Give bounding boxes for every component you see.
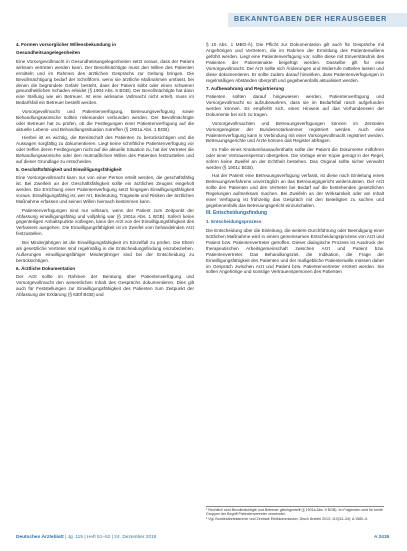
- paragraph: Im Falle eines Krankenhausaufenthalts sollte der Patient die Dokumente mitführen oder einer Vertrauensperson übergeben. Die Vorlage einer Kopie genügt in der Regel, sofern keine Zweifel an der Echtheit bestehen. Das Original sollte sicher verwahrt werden (§ 1901c BGB).: [206, 146, 384, 170]
- journal-name: Deutsches Ärzteblatt: [16, 535, 64, 540]
- paragraph: Eine Vorsorgevollmacht kann nur von einer Person erteilt werden, die geschäftsfähig ist. Bei Zweifeln an der Geschäftsfähigkeit sollte ein ärztliches Zeugnis eingeholt werden. Die Errichtung einer Patientenverfügung setzt hingegen Einwilligungsfähigkeit voraus. Einwilligungsfähig ist, wer Art, Bedeutung, Tragweite und Risiken der ärztlichen Maßnahme erfassen und seinen Willen hiernach bestimmen kann.: [16, 175, 194, 205]
- paragraph: § 10 Abs. 1 MBO-Ä). Die Pflicht zur Dokumentation gilt auch für Gespräche mit Angehörigen und Vertretern, die im Rahmen der Ermittlung des Patientenwillens geführt werden. Liegt eine Patientenverfügung vor, sollte diese mit Einverständnis des Patienten der Patientenakte beigefügt werden. Dasselbe gilt für eine Vorsorgevollmacht. Der Arzt sollte sich Änderungen und Widerrufe mitteilen lassen und diese dokumentieren. Er sollte zudem darauf hinwirken, dass Patientenverfügungen in regelmäßigen Abständen überprüft und gegebenenfalls aktualisiert werden.: [206, 42, 384, 83]
- heading-part-3: III. Entscheidungsfindung: [206, 210, 268, 217]
- heading-section-6: 6. Ärztliche Dokumentation: [16, 265, 76, 271]
- footnotes: [206, 506, 384, 521]
- paragraph: Patienten sollten darauf hingewiesen werden, Patientenverfügung und Vorsorgevollmacht so aufzubewahren, dass sie im Bedarfsfall rasch aufgefunden werden können. Es empfiehlt sich, einen Hinweis auf das Vorhandensein der Dokumente bei sich zu tragen.: [206, 94, 384, 118]
- paragraph: Vorsorgevollmacht und Patientenverfügung, Betreuungsverfügung sowie Behandlungswünsche sollten miteinander verbunden werden. Der Bevollmächtigte oder Betreuer hat zu prüfen, ob die Festlegungen einer Patientenverfügung auf die aktuelle Lebens- und Behandlungssituation zutreffen (§ 1901a Abs. 1 BGB).: [16, 108, 194, 132]
- heading-section-5: 5. Geschäftsfähigkeit und Einwilligungsfähigkeit: [16, 167, 122, 173]
- footnote: ² Vgl. Bundesärztekammer und Zentrale Ethikkommission, Dtsch Ärztebl 2013; 110(33–34): A 1580–5.: [206, 516, 369, 521]
- paragraph: Der Arzt sollte im Rahmen der Beratung über Patientenverfügung und Vorsorgevollmacht den wesentlichen Inhalt des Gesprächs dokumentieren. Dies gilt auch für Feststellungen zur Einwilligungsfähigkeit des Patienten zum Zeitpunkt der Abfassung der Erklärung (§ 630f BGB) und: [16, 274, 194, 298]
- heading-subsection-1: 1. Entscheidungsprozess: [206, 219, 262, 225]
- section-header-title: BEKANNTGABEN DER HERAUSGEBER: [234, 14, 387, 23]
- paragraph: Patientenverfügungen sind nur wirksam, wenn der Patient zum Zeitpunkt der Abfassung einwilligungsfähig und volljährig war (§ 1901a Abs. 1 BGB). Sofern keine gegenteiligen Anhaltspunkte vorliegen, kann der Arzt von der Einwilligungsfähigkeit des Verfassers ausgehen. Die Einwilligungsfähigkeit ist im Zweifel vom behandelnden Arzt festzustellen.: [16, 207, 194, 237]
- paragraph: Die Entscheidung über die Einleitung, die weitere Durchführung oder Beendigung einer ärztlichen Maßnahme wird in einem gemeinsamen Entscheidungsprozess von Arzt und Patient bzw. Patientenvertreter getroffen. Dieser dialogische Prozess ist Ausdruck der therapeutischen Arbeitsgemeinschaft zwischen Arzt und Patient bzw. Patientenvertreter. Das Behandlungsziel, die Indikation, die Frage der Einwilligungsfähigkeit des Patienten und der maßgebliche Patientenwille müssen daher im Gespräch zwischen Arzt und Patient bzw. Patientenvertreter erörtert werden. Sie sollen Angehörige und sonstige Vertrauenspersonen des Patienten: [206, 227, 384, 275]
- footnote: ¹ Rechtlich sind Bevollmächtigte und Betreuer gleichgestellt (§ 1901a Abs. 5 BGB). Im Folgenden wird für beide Gruppen der Begriff Patientenvertreter verwendet.: [206, 508, 383, 517]
- paragraph: Hierbei ist es wichtig, die Bereitschaft des Patienten zu berücksichtigen und die Aussagen sorgfältig zu dokumentieren. Liegt keine schriftliche Patientenverfügung vor oder treffen deren Festlegungen nicht auf die aktuelle Situation zu, hat der Vertreter die Behandlungswünsche oder den mutmaßlichen Willen des Patienten festzustellen und auf dieser Grundlage zu entscheiden.: [16, 134, 194, 164]
- heading-section-4: 4. Formen vorsorglicher Willensbekundung in: [16, 42, 117, 47]
- paragraph: Hat der Patient eine Betreuungsverfügung verfasst, ist diese nach Einleitung eines Betreuungsverfahrens unverzüglich an das Betreuungsgericht weiterzuleiten. Der Arzt sollte den Patienten und den Vertreter bei Bedarf auf die bestehenden gesetzlichen Regelungen aufmerksam machen. Bei Zweifeln an der Wirksamkeit oder am Inhalt einer Verfügung ist frühzeitig das Gespräch mit den Beteiligten zu suchen und gegebenenfalls das Betreuungsgericht einzuschalten.: [206, 173, 384, 208]
- heading-section-7: 7. Aufbewahrung und Registrierung: [206, 86, 284, 92]
- page-number: A 2435: [374, 535, 390, 540]
- issue-info: | Jg. 115 | Heft 51–52 | 24. Dezember 2018: [65, 535, 157, 540]
- paragraph: Bei Minderjährigen ist die Einwilligungsfähigkeit im Einzelfall zu prüfen. Die Eltern als gesetzliche Vertreter sind regelmäßig in die Entscheidungsfindung einzubeziehen. Äußerungen einwilligungsfähiger Minderjähriger sind bei der Entscheidung zu berücksichtigen.: [16, 239, 194, 263]
- paragraph: Eine Vorsorgevollmacht in Gesundheitsangelegenheiten setzt voraus, dass der Patient wirksam vertreten werden kann. Der Bevollmächtigte muss den Willen des Patienten ermitteln und im Rahmen des ärztlichen Gesprächs zur Geltung bringen. Die Bevollmächtigung bedarf der Schriftform, wenn sie ärztliche Maßnahmen umfasst, bei denen die begründete Gefahr besteht, dass der Patient stirbt oder einen schweren gesundheitlichen Schaden erleidet (§ 1904 Abs. 5 BGB). Der Bevollmächtigte hat dann eine Stellung wie ein Betreuer. Ist eine wirksame Vollmacht nicht erteilt, muss im Bedarfsfall ein Betreuer bestellt werden.: [16, 58, 194, 106]
- heading-section-4-line2: Gesundheitsangelegenheiten: [16, 50, 81, 56]
- footer-citation: [16, 535, 156, 540]
- left-column: [16, 42, 194, 300]
- paragraph: Vorsorgevollmachten und Betreuungsverfügungen können im Zentralen Vorsorgeregister der Bundesnotarkammer registriert werden. Auch eine Patientenverfügung kann in Verbindung mit einer Vorsorgevollmacht registriert werden. Betreuungsgerichte und Ärzte können das Register abfragen.: [206, 120, 384, 144]
- right-column: [206, 42, 384, 278]
